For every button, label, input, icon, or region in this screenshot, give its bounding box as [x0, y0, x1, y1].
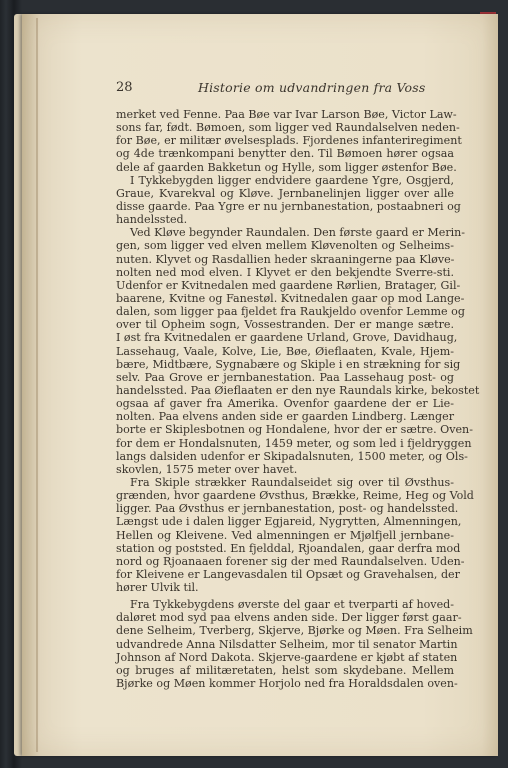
text-line: Graue, Kvarekval og Kløve. Jernbanelinjen ligger over alle [116, 186, 454, 200]
text-line: Fra Skiple strækker Raundalseidet sig over til Øvsthus- [130, 475, 454, 489]
text-line: nuten. Klyvet og Rasdallien heder skraaningerne paa Kløve- [116, 252, 455, 266]
page-gutter-line [36, 18, 38, 752]
page-number: 28 [116, 80, 133, 95]
text-line: dele af gaarden Bakketun og Hylle, som ligger østenfor Bøe. [116, 160, 457, 174]
paragraph [116, 108, 462, 227]
text-line: bære, Midtbære, Sygnabære og Skiple i en strækning for sig [116, 357, 461, 371]
text-line: selv. Paa Grove er jernbanestation. Paa Lassehaug post- og [116, 370, 454, 384]
text-line: grænden, hvor gaardene Øvsthus, Brække, Reime, Heg og Vold [116, 489, 474, 503]
text-line: skovlen, 1575 meter over havet. [116, 462, 298, 476]
text-line: for Kleivene er Langevasdalen til Opsæt og Gravehalsen, der [116, 567, 460, 581]
text-line: dene Selheim, Tverberg, Skjerve, Bjørke og Møen. Fra Selheim [116, 624, 473, 638]
text-line: nord og Rjoanaaen forener sig der med Raundalselven. Uden- [116, 554, 465, 568]
text-line: station og poststed. En fjelddal, Rjoandalen, gaar derfra mod [116, 541, 461, 555]
text-line: udvandrede Anna Nilsdatter Selheim, mor til senator Martin [116, 637, 458, 651]
body-text [116, 108, 480, 691]
text-line: disse gaarde. Paa Ygre er nu jernbanestation, postaabneri og [116, 199, 461, 213]
text-line: nolten ned mod elven. I Klyvet er den bekjendte Sverre-sti. [116, 265, 454, 279]
text-line: Hellen og Kleivene. Ved almenningen er Mjølfjell jernbane- [116, 528, 454, 542]
text-line: borte er Skiplesbotnen og Hondalene, hvor der er sætre. Oven- [116, 423, 473, 437]
text-line: for dem er Hondalsnuten, 1459 meter, og som led i fjeldryggen [116, 436, 472, 450]
paragraph [116, 226, 480, 476]
text-line: I øst fra Kvitnedalen er gaardene Urland, Grove, Davidhaug, [116, 331, 458, 345]
paragraph [116, 598, 473, 691]
text-line: dalen, som ligger paa fjeldet fra Raukjeldo ovenfor Lemme og [116, 305, 465, 319]
text-line: og bruges af militæretaten, helst som skydebane. Mellem [116, 663, 454, 677]
paragraph [116, 475, 474, 595]
text-line: merket ved Fenne. Paa Bøe var Ivar Larson Bøe, Victor Law- [116, 108, 457, 121]
text-line: nolten. Paa elvens anden side er gaarden Lindberg. Længer [116, 410, 454, 424]
text-line: Lassehaug, Vaale, Kolve, Lie, Bøe, Øieflaaten, Kvale, Hjem- [116, 344, 454, 358]
text-line: ogsaa af gaver fra Amerika. Ovenfor gaardene der er Lie- [116, 397, 454, 411]
running-title: Historie om udvandringen fra Voss [198, 80, 426, 95]
text-line: baarene, Kvitne og Fanestøl. Kvitnedalen gaar op mod Lange- [116, 291, 465, 305]
text-line: ligger. Paa Øvsthus er jernbanestation, post- og handelssted. [116, 502, 459, 516]
text-line: over til Opheim sogn, Vossestranden. Der er mange sætre. [116, 318, 454, 332]
text-line: sons far, født. Bømoen, som ligger ved Raundalselven neden- [116, 121, 460, 135]
text-line: Udenfor er Kvitnedalen med gaardene Rørlien, Bratager, Gil- [116, 278, 461, 292]
text-line: Ved Kløve begynder Raundalen. Den første gaard er Merin- [130, 226, 466, 240]
text-line: og 4de trænkompani benytter den. Til Bømoen hører ogsaa [116, 147, 454, 161]
text-line: daløret mod syd paa elvens anden side. Der ligger først gaar- [116, 611, 462, 625]
text-line: I Tykkebygden ligger endvidere gaardene Ygre, Osgjerd, [130, 173, 454, 187]
text-line: langs dalsiden udenfor er Skipadalsnuten, 1500 meter, og Ols- [116, 449, 468, 463]
text-line: for Bøe, er militær øvelsesplads. Fjordenes infanteriregiment [116, 134, 462, 148]
text-line: gen, som ligger ved elven mellem Kløvenolten og Selheims- [116, 239, 454, 253]
text-line: handelssted. Paa Øieflaaten er den nye Raundals kirke, bekostet [116, 383, 480, 397]
text-line: Fra Tykkebygdens øverste del gaar et tverparti af hoved- [130, 598, 454, 612]
text-line: Bjørke og Møen kommer Horjolo ned fra Horaldsdalen oven- [116, 677, 458, 691]
text-line: hører Ulvik til. [116, 581, 199, 595]
text-line: handelssted. [116, 213, 188, 227]
text-line: Længst ude i dalen ligger Egjareid, Nygrytten, Almenningen, [116, 515, 462, 529]
text-line: Johnson af Nord Dakota. Skjerve-gaardene er kjøbt af staten [116, 650, 458, 664]
page-header [116, 80, 456, 100]
